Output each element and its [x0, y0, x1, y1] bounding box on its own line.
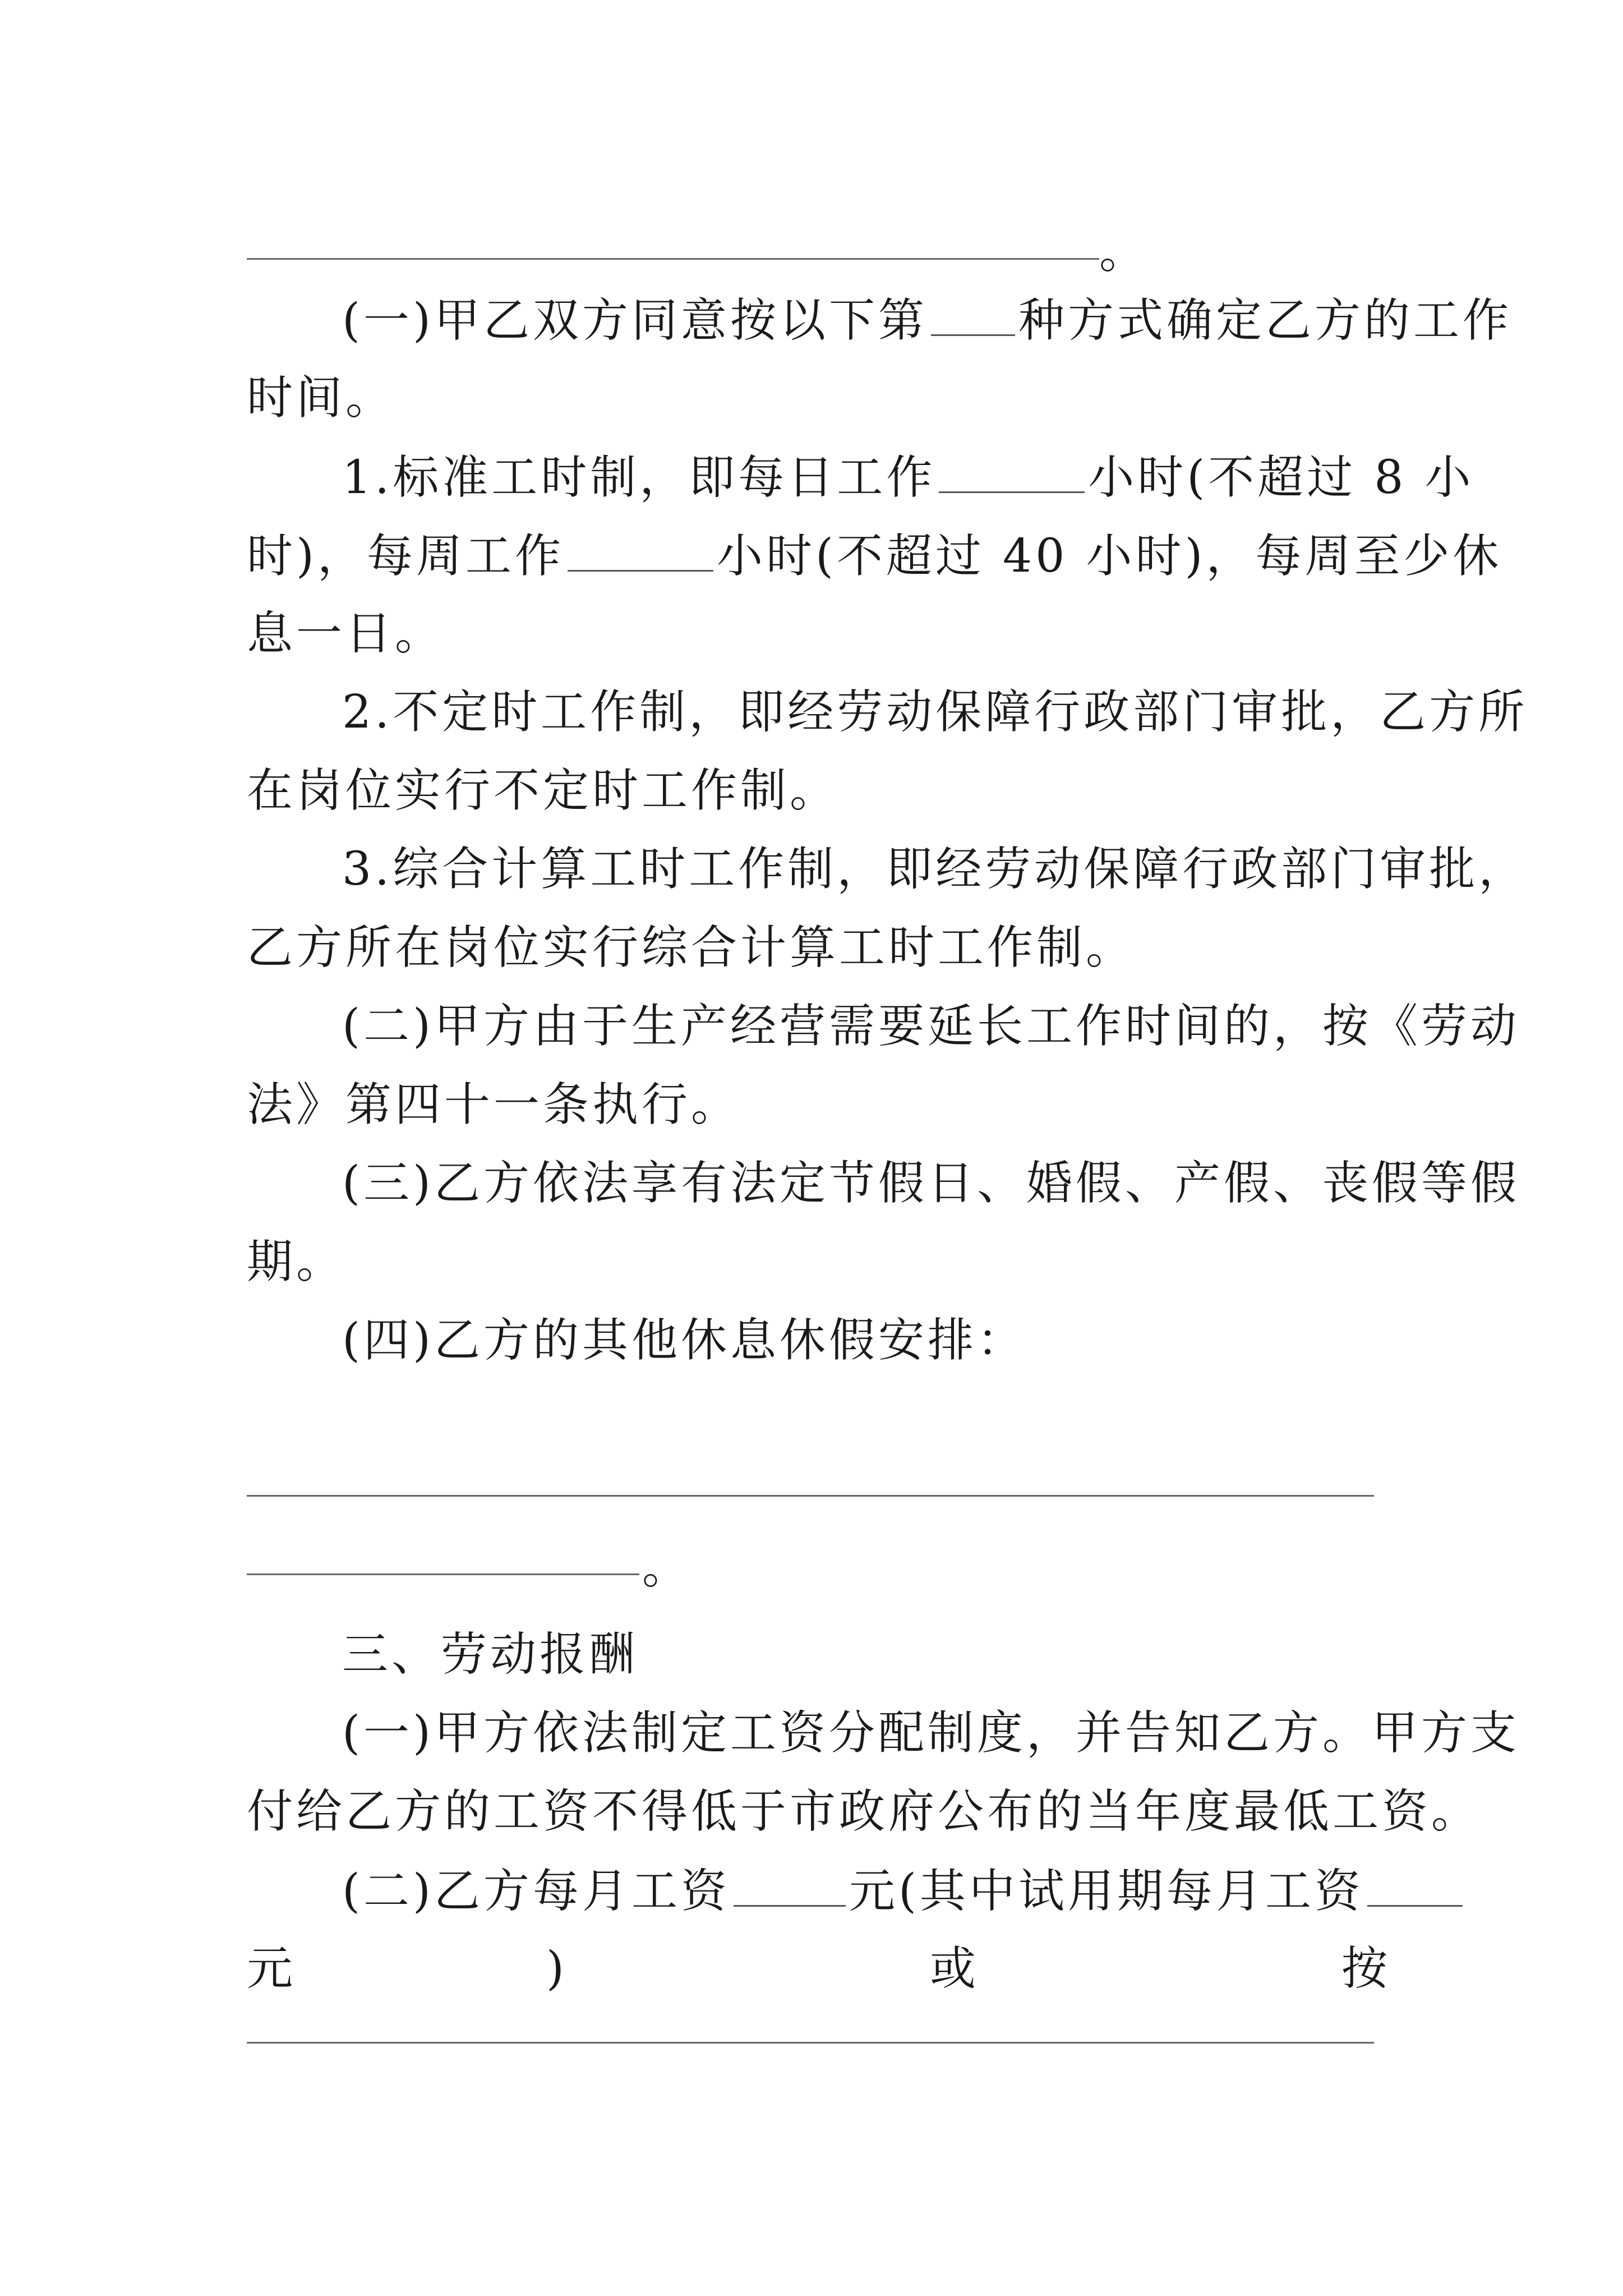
- paragraph-line: 期。: [247, 1235, 346, 1289]
- paragraph-line: 3.综合计算工时工作制，即经劳动保障行政部门审批，: [342, 843, 1528, 896]
- blank-field: [734, 1862, 846, 1907]
- paragraph-line: (三)乙方依法享有法定节假日、婚假、产假、丧假等假: [342, 1157, 1520, 1210]
- paragraph-line: (一)甲方依法制定工资分配制度，并告知乙方。甲方支: [342, 1706, 1520, 1760]
- paragraph-line: (一)甲乙双方同意按以下第 种方式确定乙方的工作: [342, 292, 1391, 349]
- fill-in-line: [247, 2042, 1374, 2044]
- paragraph-line: 1.标准工时制，即每日工作 小时(不超过 8 小: [342, 449, 1391, 506]
- paragraph-line: (四)乙方的其他休息休假安排：: [342, 1314, 1026, 1367]
- blank-field: [1367, 1862, 1463, 1907]
- blank-field: [568, 527, 713, 572]
- paragraph-line: 2.不定时工作制，即经劳动保障行政部门审批，乙方所: [342, 685, 1528, 739]
- fill-in-line: [247, 1495, 1374, 1497]
- paragraph-line: 时间。: [247, 371, 395, 425]
- paragraph-line: 在岗位实行不定时工作制。: [247, 764, 840, 817]
- paragraph-line: 付给乙方的工资不得低于市政府公布的当年度最低工资。: [247, 1785, 1481, 1838]
- period: 。: [642, 1541, 689, 1594]
- paragraph-line: (二)乙方每月工资 元(其中试用期每月工资: [342, 1862, 1391, 1920]
- paragraph-line: 元 ) 或 按: [247, 1942, 1391, 1995]
- period: 。: [1099, 226, 1146, 279]
- fill-in-line: [247, 258, 1099, 260]
- paragraph-line: 乙方所在岗位实行综合计算工时工作制。: [247, 921, 1136, 974]
- paragraph-line: 息一日。: [247, 607, 445, 660]
- blank-field: [931, 292, 1015, 336]
- blank-field: [939, 449, 1085, 493]
- paragraph-line: (二)甲方由于生产经营需要延长工作时间的，按《劳动: [342, 1000, 1520, 1053]
- section-heading: 三、劳动报酬: [342, 1628, 639, 1681]
- paragraph-line: 时)，每周工作 小时(不超过 40 小时)，每周至少休: [247, 527, 1391, 585]
- fill-in-line: [247, 1573, 639, 1575]
- paragraph-line: 法》第四十一条执行。: [247, 1078, 741, 1131]
